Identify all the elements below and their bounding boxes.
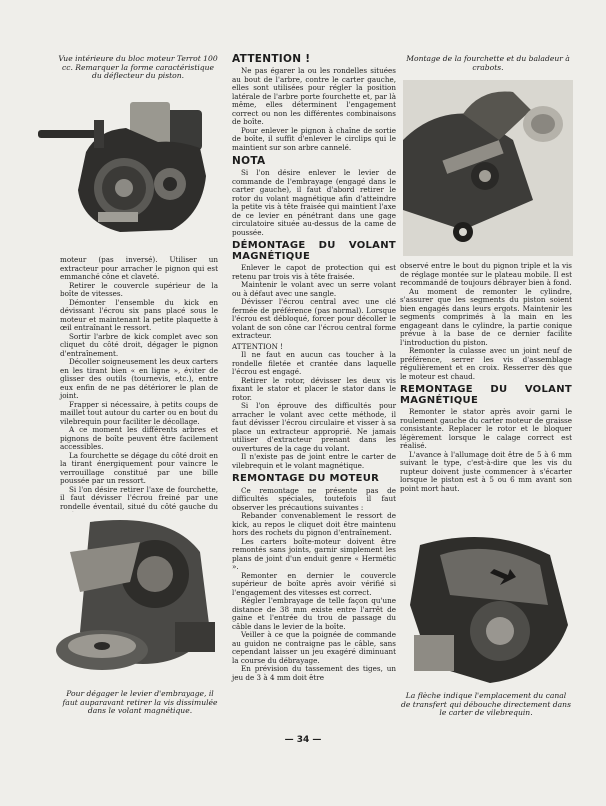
middle-paragraph: Les carters boîte-moteur doivent être remontés sans joints, garnir simplement les plans de joint d'un enduit genre « Hermétic ». xyxy=(232,536,396,571)
right-paragraph: Remonter la culasse avec un joint neuf de préférence, serrer les vis d'assemblage régulièrement et en croix. Resserrer dès que le moteur est chaud. xyxy=(400,346,572,381)
middle-paragraph: Si l'on désire enlever le levier de commande de l'embrayage (engagé dans le carter gauche), il faut d'abord retirer le rotor du volant magnétique afin d'atteindre la petite vis à tête fraisée qui maintient l'axe de ce levier en pénétrant dans une gage circulatoire située au-dessus de la came de poussée. xyxy=(232,168,396,237)
middle-paragraph: Veiller à ce que la poignée de commande au guidon ne contraigne pas le câble, sans cependant laisser un jeu exagéré diminuant la course du débrayage. xyxy=(232,630,396,665)
left-paragraph: Décoller soigneusement les deux carters en les tirant bien « en ligne », éviter de glisser des outils (tournevis, etc.), entre eux enfin de ne pas détériorer le plan de joint. xyxy=(60,357,218,400)
page-number: — 34 — xyxy=(284,735,322,745)
photo-engine-block xyxy=(38,92,214,247)
heading-attention: ATTENTION ! xyxy=(232,53,311,65)
middle-paragraph: Il n'existe pas de joint entre le carter de vilebrequin et le volant magnétique. xyxy=(232,452,396,470)
right-paragraph: Au moment de remonter le cylindre, s'assurer que les segments du piston soient bien engagés dans leurs ergots. Maintenir les segments comprimés à la main en les engageant dans le cylindre, la partie conique prévue à la base de ce dernier facilite l'introduction du piston. xyxy=(400,286,572,347)
caption-fork: Montage de la fourchette et du baladeur à crabots. xyxy=(406,54,570,72)
photo-flywheel xyxy=(50,512,220,682)
left-paragraph: Si l'on désire retirer l'axe de fourchette, il faut dévisser l'écrou freiné par une rondelle éventail, situé du côté gauche du xyxy=(60,484,218,511)
caption-engine: Vue intérieure du bloc moteur Terrot 100 cc. Remarquer la forme caractéristique du déflecteur du piston. xyxy=(58,54,218,81)
caption-flywheel: Pour dégager le levier d'embrayage, il faut auparavant retirer la vis dissimulée dans le volant magnétique. xyxy=(62,689,218,716)
middle-paragraph: Dévisser l'écrou central avec une clé fermée de préférence (pas normal). Lorsque l'écrou est débloqué, forcer pour décoller le volant de son cône car l'écrou central forme extracteur. xyxy=(232,297,396,340)
right-paragraph: Remonter le stator après avoir garni le roulement gauche du carter moteur de graisse consistante. Replacer le rotor et le bloquer légèrement lorsque le calage correct est réalisé. xyxy=(400,407,572,450)
photo-fork-assembly xyxy=(403,80,573,256)
left-paragraph: A ce moment les différents arbres et pignons de boîte peuvent être facilement accessibles. xyxy=(60,425,218,451)
left-paragraph: Sortir l'arbre de kick complet avec son cliquet du côté droit, dégager le pignon d'entraînement. xyxy=(60,331,218,358)
heading-remontage-moteur: REMONTAGE DU MOTEUR xyxy=(232,473,380,484)
right-text-column xyxy=(400,262,572,493)
middle-paragraph: Remonter en dernier le couvercle supérieur de boîte après avoir vérifié si l'engagement des vitesses est correct. xyxy=(232,570,396,597)
caption-transfer-port: La flèche indique l'emplacement du canal de transfert qui débouche directement dans le carter de vilebrequin. xyxy=(401,691,571,718)
middle-paragraph: Maintenir le volant avec un serre volant ou à défaut avec une sangle. xyxy=(232,280,396,298)
left-paragraph: Démonter l'ensemble du kick en dévissant l'écrou six pans placé sous le moteur et maintenant la petite plaquette à œil entraînant le ressort. xyxy=(60,297,218,332)
photo-crankcase-arrow xyxy=(400,525,572,687)
middle-text-column xyxy=(232,52,396,682)
middle-paragraph: En prévision du tassement des tiges, un jeu de 3 à 4 mm doit être xyxy=(232,664,396,682)
middle-paragraph: Il ne faut en aucun cas toucher à la rondelle filetée et crantée dans laquelle l'écrou est engagé. xyxy=(232,350,396,376)
middle-paragraph: Pour enlever le pignon à chaîne de sortie de boîte, il suffit d'enlever le circlips qui le maintient sur son arbre cannelé. xyxy=(232,125,396,152)
middle-paragraph: Retirer le rotor, dévisser les deux vis fixant le stator et placer le stator dans le rotor. xyxy=(232,375,396,402)
right-paragraph: L'avance à l'allumage doit être de 5 à 6 mm suivant le type, c'est-à-dire que les vis du rupteur doivent juste commencer à s'écarter lorsque le piston est à 5 ou 6 mm avant son point mort haut. xyxy=(400,449,572,493)
right-paragraph: observé entre le bout du pignon triple et la vis de réglage montée sur le plateau mobile. Il est recommandé de toujours débrayer bien à fond. xyxy=(400,261,572,287)
heading-remontage-volant: REMONTAGE DU VOLANT MAGNÉTIQUE xyxy=(400,384,572,406)
middle-paragraph: Régler l'embrayage de telle façon qu'une distance de 38 mm existe entre l'arrêt de gaine et l'entrée du trou de passage du câble dans le levier de la boîte. xyxy=(232,596,396,631)
heading-demontage-volant: DÉMONTAGE DU VOLANT MAGNÉTIQUE xyxy=(232,240,396,262)
middle-paragraph: Rebander convenablement le ressort de kick, au repos le cliquet doit être maintenu hors des rochets du pignon d'entraînement. xyxy=(232,511,396,537)
middle-paragraph: Ne pas égarer la ou les rondelles situées au bout de l'arbre, contre le carter gauche, elles sont utilisées pour régler la position latérale de l'arbre porte fourchette et, par là même, elles déterminent l'engagement correct ou non les différentes combinaisons de boîte. xyxy=(232,66,396,126)
middle-paragraph: Ce remontage ne présente pas de difficultés spéciales, toutefois il faut observer les précautions suivantes : xyxy=(232,485,396,512)
left-paragraph: La fourchette se dégage du côté droit en la tirant énergiquement pour vaincre le verrouillage constitué par une bille poussée par un ressort. xyxy=(60,450,218,485)
heading-nota: NOTA xyxy=(232,155,266,167)
left-paragraph: moteur (pas inversé). Utiliser un extracteur pour arracher le pignon qui est emmanché cône et claveté. xyxy=(60,255,218,281)
subheading-attention: ATTENTION ! xyxy=(232,341,284,351)
middle-paragraph: Si l'on éprouve des difficultés pour arracher le volant avec cette méthode, il faut dévisser l'écrou circulaire et visser à sa place un extracteur approprié. Ne jamais utiliser d'extracteur prenant dans les ouvertures de la cage du volant. xyxy=(232,401,396,453)
left-paragraph: Retirer le couvercle supérieur de la boîte de vitesses. xyxy=(60,280,218,298)
left-text-column xyxy=(60,256,218,520)
middle-paragraph: Enlever le capot de protection qui est retenu par trois vis à tête fraisée. xyxy=(232,263,396,281)
left-paragraph: Frapper si nécessaire, à petits coups de maillet tout autour du carter ou en bout du vilebrequin pour faciliter le décollage. xyxy=(60,399,218,426)
